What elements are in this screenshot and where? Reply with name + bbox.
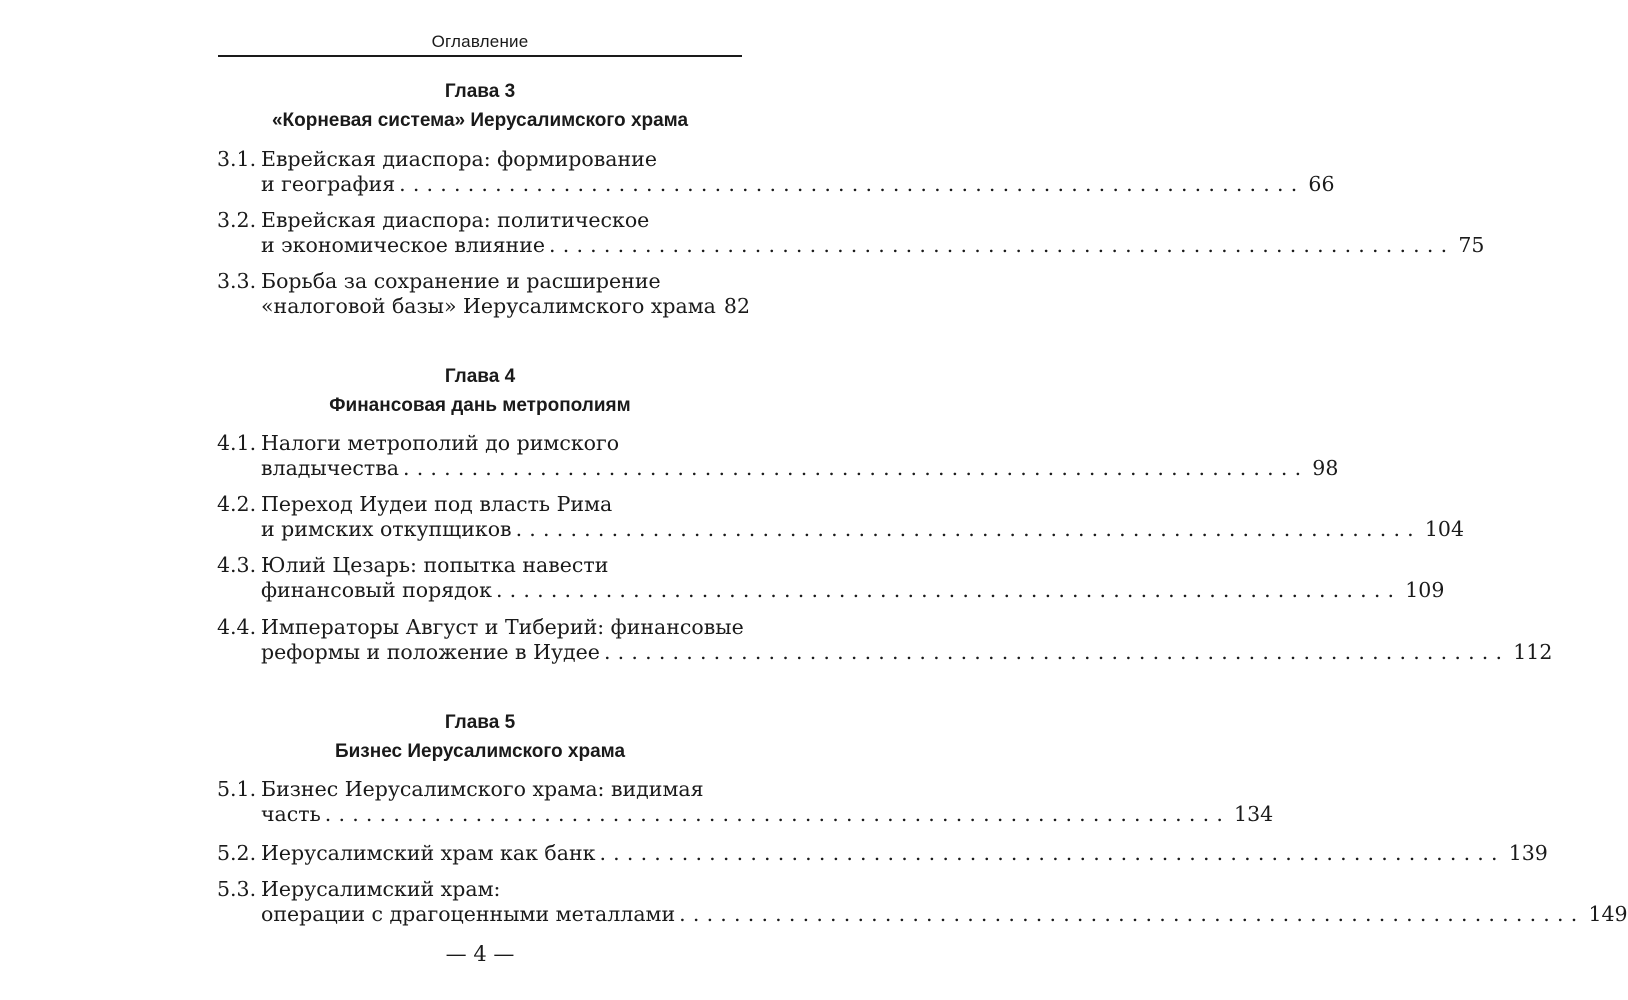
entry-page-number: 75 — [1458, 233, 1485, 257]
entry-title-line2 — [261, 293, 750, 319]
entry-title-line2 — [261, 232, 1485, 258]
entry-title-line2 — [261, 455, 1339, 481]
entry-title-line1: Переход Иудеи под власть Рима — [261, 492, 613, 516]
entry-number: 3.2. — [217, 208, 257, 232]
dot-leader: .................................................................. — [403, 456, 1309, 480]
dot-leader: .................................................................. — [679, 902, 1585, 926]
entry-title-line1: Императоры Август и Тиберий: финансовые — [261, 615, 744, 639]
entry-title-line2 — [261, 639, 1553, 665]
entry-title-line1: Еврейская диаспора: политическое — [261, 208, 650, 232]
dot-leader: .................................................................. — [603, 640, 1510, 664]
entry-number: 5.3. — [217, 877, 257, 901]
entry-title-text: «налоговой базы» Иерусалимского храма — [261, 294, 716, 318]
entry-title-line2 — [261, 840, 1548, 866]
entry-page-number: 134 — [1234, 802, 1274, 826]
entry-page-number: 82 — [723, 294, 750, 318]
dot-leader: .................................................................. — [549, 233, 1455, 257]
entry-title-text: и экономическое влияние — [261, 233, 546, 257]
entry-number: 4.3. — [217, 553, 257, 577]
dot-leader: .................................................................. — [599, 841, 1505, 865]
entry-title-text: финансовый порядок — [261, 578, 492, 602]
entry-page-number: 149 — [1588, 902, 1628, 926]
entry-title-text: и география — [261, 172, 396, 196]
entry-title-text: операции с драгоценными металлами — [261, 902, 676, 926]
entry-number: 3.1. — [217, 147, 257, 171]
entry-number: 4.2. — [217, 492, 257, 516]
dot-leader: .................................................................. — [399, 172, 1305, 196]
chapter-title: Финансовая дань метрополиям — [329, 395, 631, 416]
entry-title-line2 — [261, 171, 1335, 197]
entry-title-line1: Борьба за сохранение и расширение — [261, 269, 661, 293]
entry-title-line1: Юлий Цезарь: попытка навести — [261, 553, 609, 577]
entry-number: 5.1. — [217, 777, 257, 801]
page-number: — 4 — — [445, 942, 515, 966]
entry-title-line1: Налоги метрополий до римского — [261, 431, 620, 455]
entry-number: 5.2. — [217, 841, 257, 865]
dot-leader: .................................................................. — [515, 517, 1421, 541]
entry-page-number: 112 — [1513, 640, 1553, 664]
entry-title-text: часть — [261, 802, 321, 826]
entry-page-number: 98 — [1312, 456, 1339, 480]
chapter-label: Глава 4 — [444, 366, 516, 387]
entry-title-line1: Бизнес Иерусалимского храма: видимая — [261, 777, 704, 801]
entry-title-text: Иерусалимский храм как банк — [261, 841, 596, 865]
entry-title-line1: Иерусалимский храм: — [261, 877, 501, 901]
entry-number: 4.1. — [217, 431, 257, 455]
dot-leader: .................................................................. — [495, 578, 1402, 602]
header-rule — [218, 55, 742, 57]
running-head: Оглавление — [431, 32, 529, 51]
entry-title-text: владычества — [261, 456, 399, 480]
entry-title-line2 — [261, 577, 1445, 603]
chapter-label: Глава 3 — [444, 81, 516, 102]
dot-leader: .................................................................. — [324, 802, 1231, 826]
chapter-title: Бизнес Иерусалимского храма — [334, 741, 626, 762]
entry-page-number: 109 — [1405, 578, 1445, 602]
entry-number: 3.3. — [217, 269, 257, 293]
entry-page-number: 104 — [1424, 517, 1465, 541]
entry-title-line1: Еврейская диаспора: формирование — [261, 147, 657, 171]
entry-page-number: 66 — [1308, 172, 1335, 196]
entry-title-line2 — [261, 901, 1628, 927]
entry-title-text: реформы и положение в Иудее — [261, 640, 600, 664]
entry-page-number: 139 — [1508, 841, 1548, 865]
chapter-label: Глава 5 — [444, 712, 516, 733]
chapter-title: «Корневая система» Иерусалимского храма — [271, 110, 689, 131]
entry-number: 4.4. — [217, 615, 257, 639]
entry-title-line2 — [261, 801, 1274, 827]
entry-title-line2 — [261, 516, 1465, 542]
entry-title-text: и римских откупщиков — [261, 517, 512, 541]
